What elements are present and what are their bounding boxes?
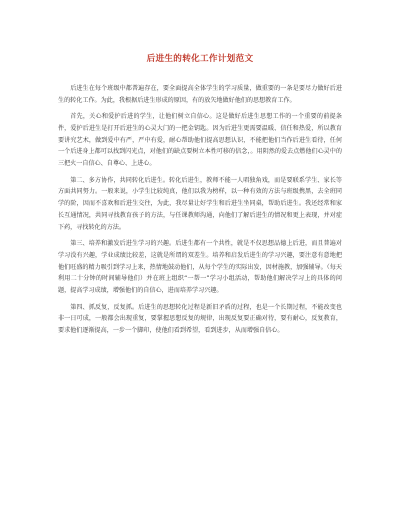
document-body (58, 83, 342, 342)
paragraph-1: 后进生在每个班级中都普遍存在，要全面提高全体学生的学习质量，做重要的一条是要尽力做好后进生的转化工作。为此，我根据后进生形成的原因，有的放矢地做好他们的思想教育工作。 (58, 85, 342, 104)
document-title: 后进生的转化工作计划范文 (146, 54, 254, 64)
paragraph-3: 第二、多方协作，共同转化后进生。转化后进生，教师不能一人唱独角戏，而是要联系学生、家长等方面共同努力。一般来说，小学生比较纯真，他们以我为榜样，以一种有效的方法与班级携黑，去全班同学的阶，因而不喜欢和后进生交往，为此，我尽量让好学生和后进生坐同桌，帮助后进生。我还经常和家长互通情况，共同寻找教育孩子的方法，与任课教师沟通，向他们了解后进生的情况和更上表现，并对症下药，寻找转化的方法。 (58, 176, 342, 231)
paragraph-2: 首先，关心和爱护后进的学生，让他们树立自信心。这是做好后进生思想工作的一个重要的前提条件，爱护后进生是打开后进生的心灵大门的一把金钥匙。因为后进生更需要温暖、信任和热爱，所以教育要讲究艺术，做到爱中有严，严中有爱，耐心帮助他们提高思想认识，不能把他们当作后进生看待，任何一个后进身上都可以找到闪光点，对他们的缺点要树立本性可移的信念，。用阴然的爱去点燃他们心灵中的三把火一自信心、自尊心、上进心。 (58, 113, 342, 168)
paragraph-5: 第四、抓反复，反复抓。后进生的思想转化过程是新旧矛盾的过程，也是一个长期过程，不能改变也非一日可成，一般都会出现重复，要掌握思想反复的规律，出现反复要正确对待，要有耐心，反复教育，要求他们逐渐提高，一步一个脚印，使他们看到希望，看到进步，从而增强自信心。 (58, 303, 342, 334)
paragraph-4: 第三、培养和激发后进生学习的兴趣。后进生都有一个共性，就是不仅思想品德上后进，而且普遍对学习没有兴趣，学业成绩比较差，这就是所谓的双差生。培养和启发后进生的学习兴趣，要注意有意地把他们旺盛的精力吸引到学习上来，热情地鼓动他们，从每个学生的实际出发，因材施教，加强辅导。（每天利用二十分钟的时间辅导他们）并在班上组织“一帮一”学习小组活动，帮助他们解决学习上的具体的问题，提高学习成绩，增强他们的自信心，进而培养学习兴趣。 (58, 240, 342, 294)
